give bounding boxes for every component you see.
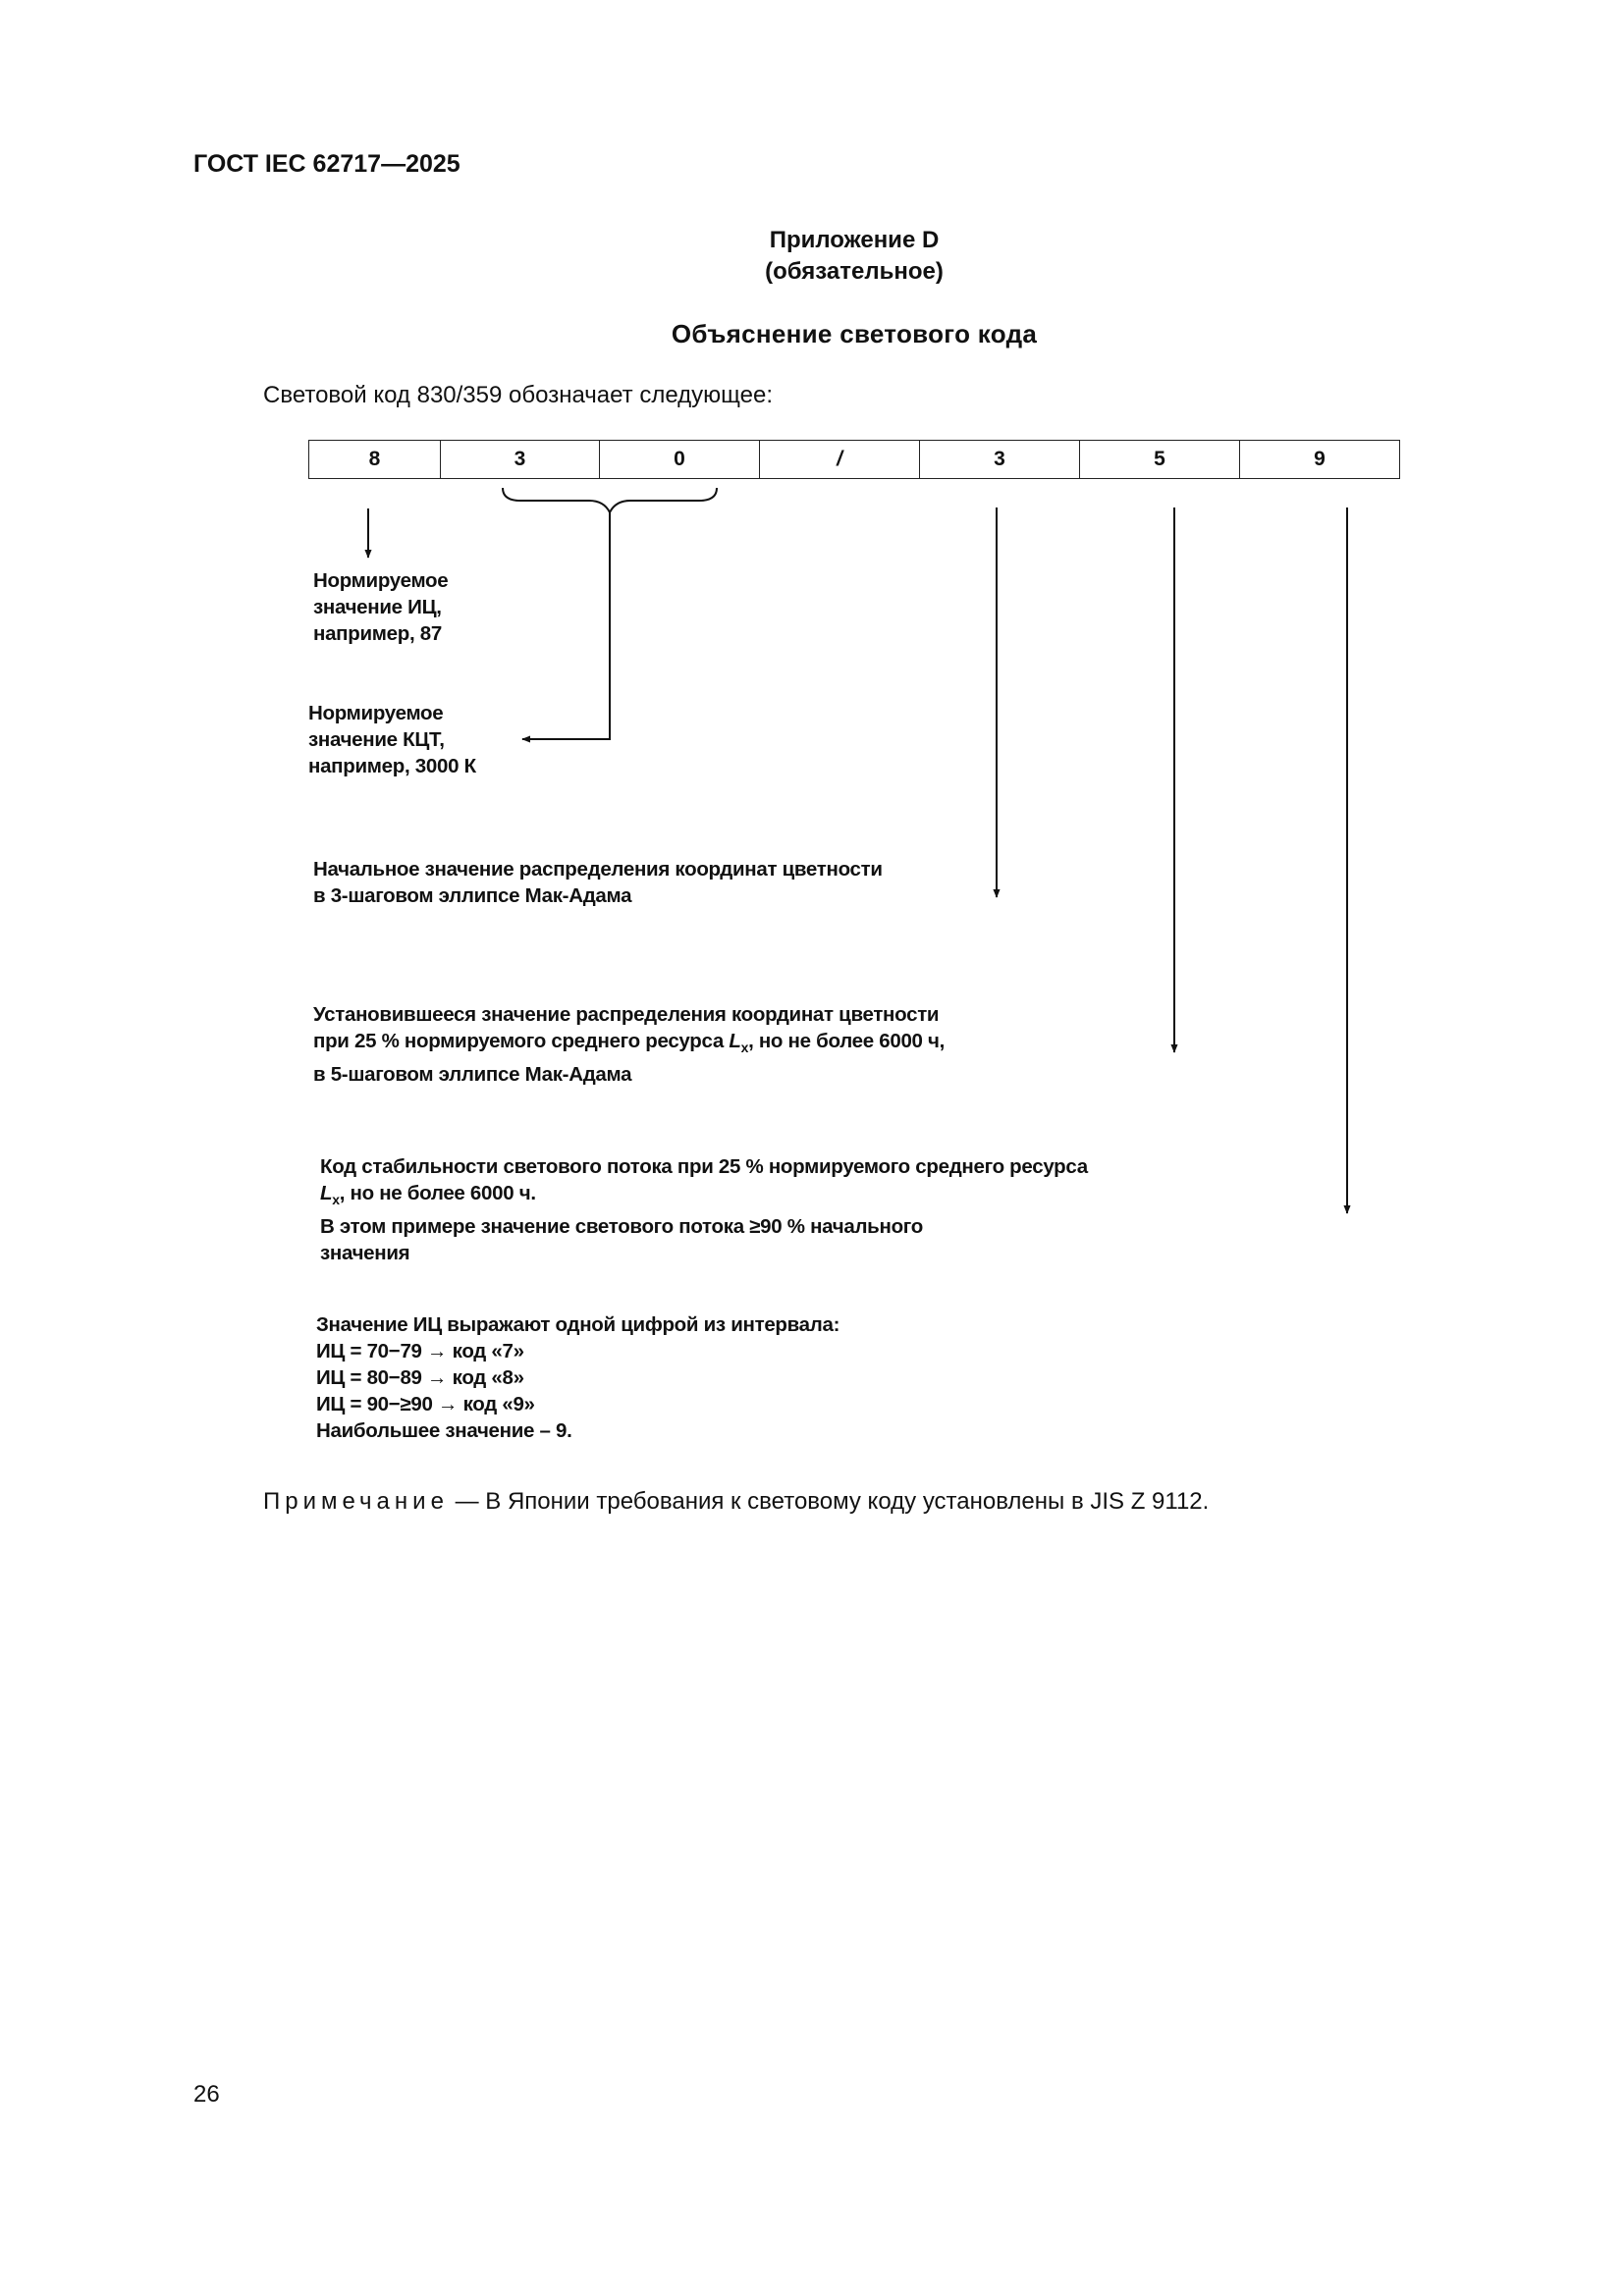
label-flux-line-2: $L_x$, но не более 6000 ч. — [320, 1182, 536, 1208]
cri-ranges-line-2: ИЦ = 70−79 → код «7» — [316, 1340, 524, 1362]
label-initial — [313, 856, 883, 909]
cri-ranges-line-3: ИЦ = 80−89 → код «8» — [316, 1366, 524, 1389]
label-cct-line-2: значение КЦТ, — [308, 728, 445, 751]
code-cell-7: 9 — [1240, 441, 1400, 479]
document-standard-number: ГОСТ IEC 62717—2025 — [193, 150, 460, 178]
note-prefix: Примечание — [263, 1488, 449, 1515]
label-cri-line-1: Нормируемое — [313, 569, 449, 592]
label-cri-line-3: например, 87 — [313, 622, 442, 645]
cri-ranges-line-5: Наибольшее значение – 9. — [316, 1419, 572, 1442]
label-flux — [320, 1153, 1088, 1266]
label-flux-line-3: В этом примере значение светового потока ≥90 % начального — [320, 1215, 923, 1239]
label-flux-line-4: значения — [320, 1242, 410, 1265]
cri-ranges-line-4: ИЦ = 90−≥90 → код «9» — [316, 1393, 535, 1415]
annex-title: Приложение D — [769, 227, 940, 253]
code-cell-6: 5 — [1080, 441, 1240, 479]
label-cct — [308, 700, 476, 779]
arrow-cct — [522, 512, 610, 739]
note-dash: — — [448, 1488, 486, 1515]
label-cri-ranges — [316, 1311, 839, 1444]
note — [263, 1488, 1209, 1516]
label-cct-line-3: например, 3000 К — [308, 755, 476, 777]
label-cct-line-1: Нормируемое — [308, 702, 444, 724]
page-number: 26 — [193, 2081, 220, 2108]
code-cell-3: 0 — [600, 441, 760, 479]
light-code-row — [309, 441, 1400, 479]
brace-cct — [503, 488, 717, 512]
label-flux-line-1: Код стабильности светового потока при 25 % нормируемого среднего ресурса — [320, 1155, 1088, 1178]
cri-ranges-line-1: Значение ИЦ выражают одной цифрой из интервала: — [316, 1313, 840, 1336]
code-cell-1: 8 — [309, 441, 441, 479]
annex-status: (обязательное) — [765, 258, 944, 285]
label-maintained-line-1: Установившееся значение распределения координат цветности — [313, 1003, 940, 1026]
intro-text: Световой код 830/359 обозначает следующее: — [263, 382, 773, 408]
code-cell-5: 3 — [920, 441, 1080, 479]
label-initial-line-2: в 3-шаговом эллипсе Мак-Адама — [313, 884, 632, 907]
code-cell-slash: / — [760, 441, 920, 479]
label-maintained-line-2: при 25 % нормируемого среднего ресурса $L_x$, но не более 6000 ч, — [313, 1030, 946, 1056]
note-text: В Японии требования к световому коду установлены в JIS Z 9112. — [485, 1488, 1210, 1515]
label-cri — [313, 567, 448, 647]
light-code-table — [308, 440, 1400, 479]
label-maintained — [313, 1001, 945, 1088]
annex-heading: Объяснение светового кода — [671, 319, 1038, 348]
code-cell-2: 3 — [441, 441, 600, 479]
label-maintained-line-3: в 5-шаговом эллипсе Мак-Адама — [313, 1063, 632, 1087]
label-cri-line-2: значение ИЦ, — [313, 596, 442, 618]
label-initial-line-1: Начальное значение распределения координат цветности — [313, 858, 883, 881]
